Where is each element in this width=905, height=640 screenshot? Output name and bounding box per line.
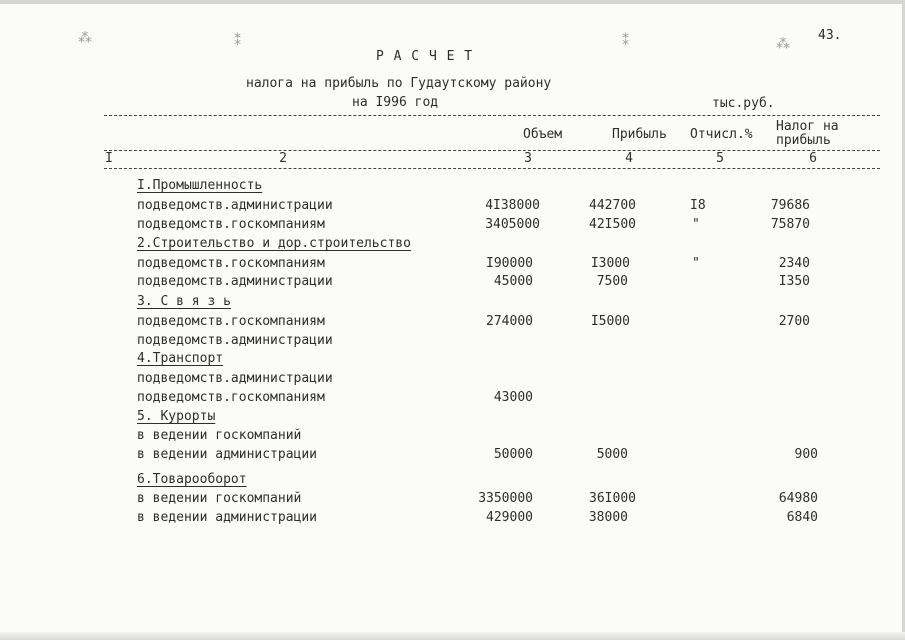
smudge-mark: ⁑ <box>622 33 629 49</box>
row-volume: 43000 <box>493 390 533 405</box>
row-label: подведомств.госкомпаниям <box>137 217 325 232</box>
page-number: 43. <box>818 28 842 43</box>
section-heading: 2.Строительство и дор.строительство <box>137 236 411 251</box>
column-header-profit: Прибыль <box>612 127 667 142</box>
section-heading: 5. Курорты <box>137 409 216 424</box>
row-label: в ведении администрации <box>137 510 318 525</box>
paper-bottom-edge <box>0 632 905 640</box>
column-header-volume: Объем <box>523 127 563 142</box>
column-number-5: 5 <box>716 151 724 166</box>
row-volume: 50000 <box>493 447 533 462</box>
smudge-mark: ⁂ <box>776 36 790 52</box>
row-label: подведомств.администрации <box>137 333 333 348</box>
column-number-1: I <box>105 151 113 166</box>
section-heading: 3. С в я з ь <box>137 294 231 309</box>
row-tax: 2340 <box>778 256 810 271</box>
row-tax: 79686 <box>770 198 810 213</box>
row-tax: 64980 <box>778 491 818 506</box>
row-tax: 75870 <box>770 217 810 232</box>
row-label: подведомств.администрации <box>137 371 333 386</box>
column-number-6: 6 <box>809 151 817 166</box>
row-label: в ведении администрации <box>137 447 318 462</box>
column-header-tax: Налог на прибыль <box>776 119 839 148</box>
smudge-mark: ⁂ <box>78 30 92 46</box>
row-label: в ведении госкомпаний <box>137 491 302 506</box>
row-label: в ведении госкомпаний <box>137 428 302 443</box>
row-tax: 2700 <box>778 314 810 329</box>
column-number-2: 2 <box>279 151 287 166</box>
row-tax: 900 <box>794 447 818 462</box>
column-number-4: 4 <box>625 151 633 166</box>
document-title: Р А С Ч Е Т <box>376 49 474 64</box>
row-tax: I350 <box>778 274 810 289</box>
row-label: подведомств.администрации <box>137 198 333 213</box>
row-volume: 4I38000 <box>485 198 540 213</box>
section-heading: 6.Товарооборот <box>137 472 247 487</box>
section-heading: 4.Транспорт <box>137 351 224 366</box>
header-rule-middle <box>104 150 880 151</box>
row-profit: 38000 <box>588 510 628 525</box>
paper-top-edge <box>0 0 905 4</box>
row-volume: 3350000 <box>478 491 533 506</box>
row-percent: " <box>692 256 700 271</box>
row-profit: 442700 <box>589 198 636 213</box>
row-profit: 7500 <box>596 274 628 289</box>
column-number-3: 3 <box>524 151 532 166</box>
row-volume: I90000 <box>486 256 533 271</box>
row-volume: 274000 <box>486 314 533 329</box>
year-line: на I996 год <box>352 95 439 110</box>
row-profit: 42I500 <box>589 217 636 232</box>
section-heading: I.Промышленность <box>137 178 263 193</box>
row-label: подведомств.госкомпаниям <box>137 314 325 329</box>
row-profit: I3000 <box>590 256 630 271</box>
row-label: подведомств.госкомпаниям <box>137 390 325 405</box>
smudge-mark: ⁑ <box>234 33 241 49</box>
row-volume: 45000 <box>493 274 533 289</box>
row-label: подведомств.администрации <box>137 274 333 289</box>
row-volume: 3405000 <box>485 217 540 232</box>
row-volume: 429000 <box>486 510 533 525</box>
row-tax: 6840 <box>786 510 818 525</box>
row-profit: I5000 <box>590 314 630 329</box>
units-label: тыс.руб. <box>712 96 775 111</box>
column-header-percent: Отчисл.% <box>690 127 753 142</box>
row-label: подведомств.госкомпаниям <box>137 256 325 271</box>
row-profit: 36I000 <box>589 491 636 506</box>
row-percent: I8 <box>690 198 706 213</box>
header-rule-bottom <box>104 168 880 169</box>
row-percent: " <box>692 217 700 232</box>
row-profit: 5000 <box>596 447 628 462</box>
header-rule-top <box>104 115 880 116</box>
document-subtitle: налога на прибыль по Гудаутскому району <box>246 76 552 91</box>
